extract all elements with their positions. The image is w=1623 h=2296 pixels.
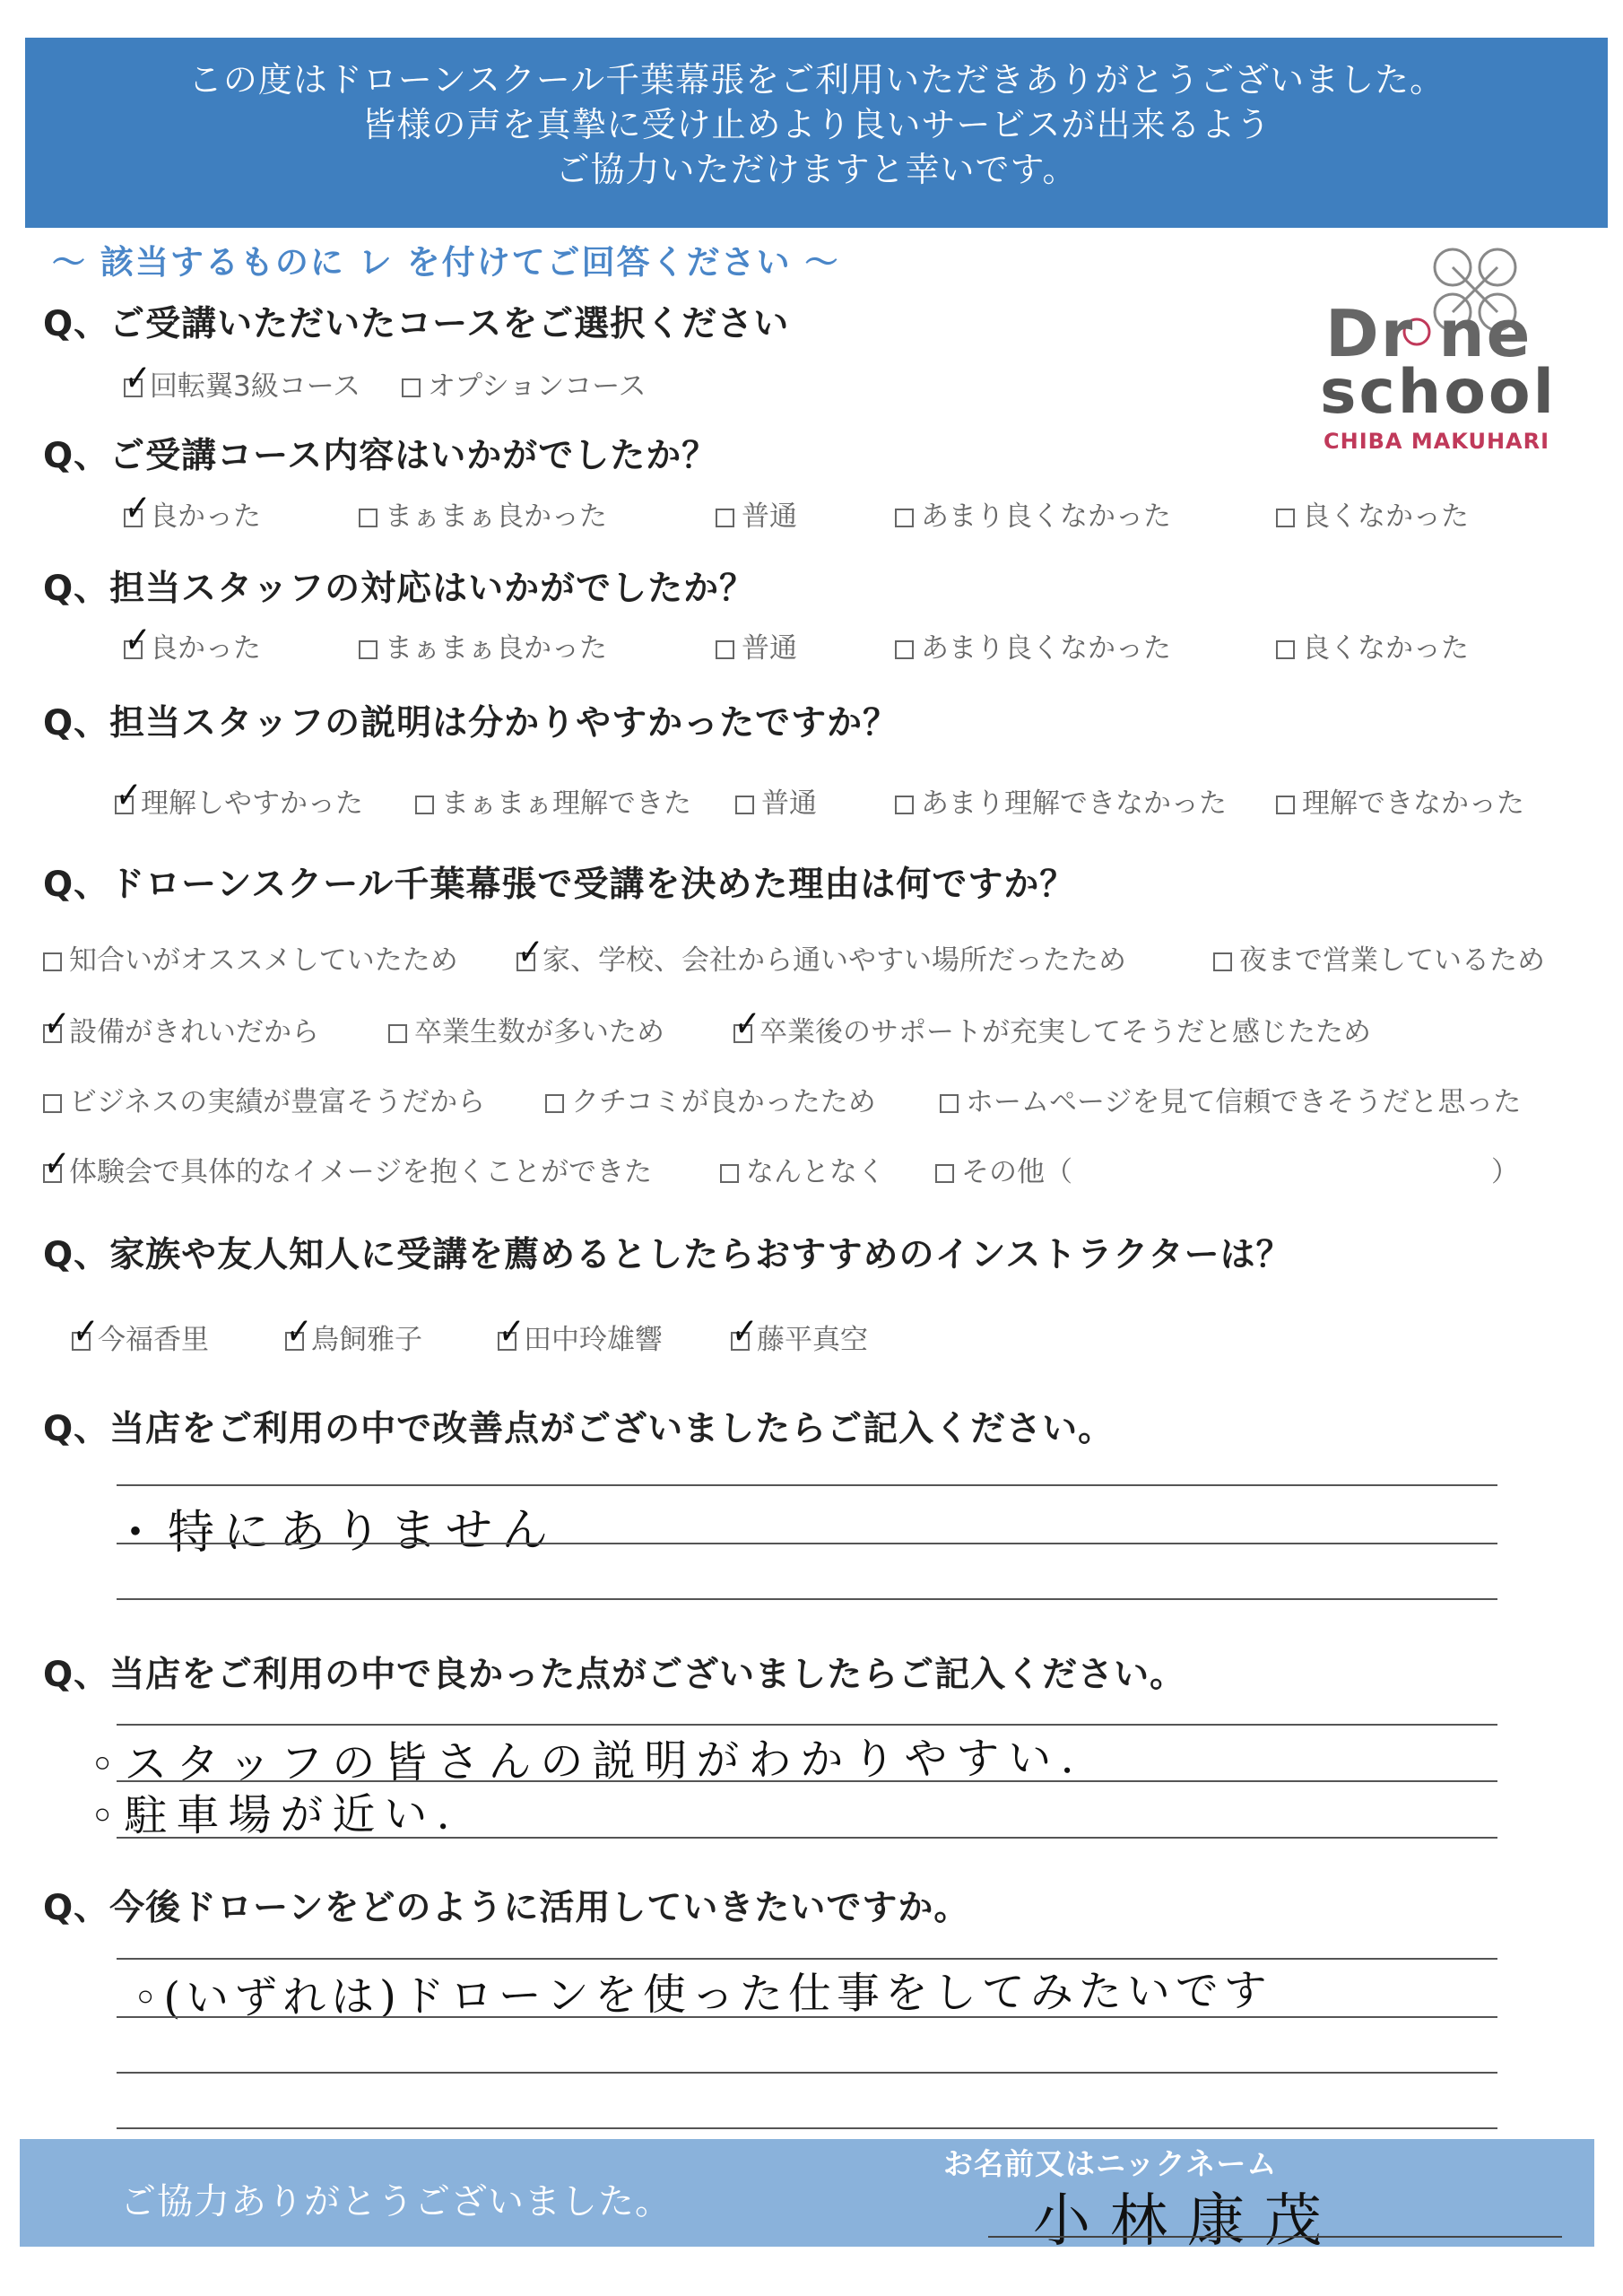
question-7: Q、当店をご利用の中で改善点がございましたらご記入ください。 bbox=[43, 1409, 1115, 1449]
checkbox[interactable] bbox=[1276, 796, 1295, 814]
q5-option[interactable]: 夜まで営業しているため bbox=[1213, 937, 1545, 978]
check-mark-icon: ✓ bbox=[42, 1136, 72, 1190]
answer-line bbox=[117, 1837, 1497, 1839]
answer-line bbox=[117, 2072, 1497, 2074]
q4-option[interactable]: 普通 bbox=[735, 780, 817, 821]
question-5: Q、ドローンスクール千葉幕張で受講を決めた理由は何ですか？ bbox=[43, 865, 1076, 905]
q5-other-close: ） bbox=[1491, 1156, 1519, 1188]
answer-line bbox=[117, 2016, 1497, 2018]
q9-answer[interactable]: ◦(いずれは)ドローンを使った仕事をしてみたいです bbox=[132, 1965, 1273, 2024]
checkbox[interactable] bbox=[940, 1094, 959, 1113]
header-line-2: 皆様の声を真摯に受け止めより良いサービスが出来るよう bbox=[361, 105, 1271, 144]
answer-line bbox=[117, 1543, 1497, 1544]
header-banner bbox=[25, 38, 1608, 228]
q5-option[interactable]: なんとなく bbox=[720, 1149, 885, 1189]
q5-option[interactable]: ✓ 体験会で具体的なイメージを抱くことができた bbox=[42, 1136, 653, 1190]
check-mark-icon: ✓ bbox=[71, 1304, 100, 1358]
checkbox[interactable] bbox=[71, 1304, 100, 1358]
checkbox[interactable] bbox=[935, 1164, 954, 1183]
answer-line bbox=[117, 1484, 1497, 1486]
check-mark-icon: ✓ bbox=[123, 351, 152, 404]
instruction-text: ～ 該当するものに レ を付けてご回答ください ～ bbox=[52, 243, 840, 282]
checkbox[interactable] bbox=[497, 1304, 526, 1358]
checkbox[interactable] bbox=[402, 378, 421, 397]
checkbox[interactable] bbox=[359, 509, 378, 527]
checkbox[interactable] bbox=[716, 509, 734, 527]
check-mark-icon: ✓ bbox=[42, 996, 72, 1050]
q5-option[interactable]: ホームページを見て信頼できそうだと思った bbox=[940, 1079, 1521, 1119]
q6-option[interactable]: ✓ 鳥飼雅子 bbox=[284, 1304, 422, 1358]
q1-option[interactable]: ✓ 回転翼3級コース bbox=[123, 351, 361, 404]
checkbox[interactable] bbox=[43, 1094, 62, 1113]
q5-option[interactable]: ✓ 卒業後のサポートが充実してそうだと感じたため bbox=[733, 996, 1371, 1050]
q2-option[interactable]: 普通 bbox=[716, 493, 797, 534]
question-9: Q、今後ドローンをどのように活用していきたいですか。 bbox=[43, 1888, 970, 1928]
q2-option[interactable]: あまり良くなかった bbox=[895, 493, 1171, 534]
q5-option-other[interactable]: その他（ bbox=[935, 1149, 1072, 1189]
logo-word-school: school bbox=[1320, 357, 1557, 428]
q4-option[interactable]: 理解できなかった bbox=[1276, 780, 1524, 821]
q5-option[interactable]: クチコミが良かったため bbox=[545, 1079, 876, 1119]
checkbox[interactable] bbox=[1213, 952, 1232, 971]
footer-banner bbox=[20, 2139, 1594, 2255]
name-field[interactable]: 小林康茂 bbox=[1033, 2188, 1341, 2255]
checkbox[interactable] bbox=[359, 640, 378, 659]
question-3: Q、担当スタッフの対応はいかがでしたか？ bbox=[43, 569, 756, 609]
q7-answer[interactable]: ・特にありません bbox=[111, 1503, 558, 1561]
check-mark-icon: ✓ bbox=[516, 925, 545, 978]
checkbox[interactable] bbox=[123, 613, 152, 666]
name-line bbox=[988, 2236, 1562, 2238]
q4-option[interactable]: あまり理解できなかった bbox=[895, 780, 1227, 821]
q5-option[interactable]: ✓ 家、学校、会社から通いやすい場所だったため bbox=[516, 925, 1126, 978]
footer-thanks: ご協力ありがとうございました。 bbox=[120, 2181, 672, 2222]
checkbox[interactable] bbox=[895, 796, 914, 814]
q3-option[interactable]: まぁまぁ良かった bbox=[359, 625, 607, 665]
q2-option[interactable]: まぁまぁ良かった bbox=[359, 493, 607, 534]
q5-option[interactable]: 卒業生数が多いため bbox=[388, 1009, 664, 1049]
check-mark-icon: ✓ bbox=[123, 481, 152, 535]
q1-option[interactable]: オプションコース bbox=[402, 363, 647, 404]
question-6: Q、家族や友人知人に受講を薦めるとしたらおすすめのインストラクターは？ bbox=[43, 1235, 1292, 1275]
checkbox[interactable] bbox=[895, 509, 914, 527]
checkbox[interactable] bbox=[42, 1136, 72, 1190]
q3-option[interactable]: ✓ 良かった bbox=[123, 613, 261, 666]
checkbox[interactable] bbox=[516, 925, 545, 978]
q3-option[interactable]: 普通 bbox=[716, 625, 797, 665]
checkbox[interactable] bbox=[114, 768, 143, 822]
checkbox[interactable] bbox=[388, 1024, 407, 1043]
q8-answer-1[interactable]: ◦スタッフの皆さんの説明がわかりやすい. bbox=[89, 1733, 1083, 1790]
checkbox[interactable] bbox=[716, 640, 734, 659]
checkbox[interactable] bbox=[42, 996, 72, 1050]
checkbox[interactable] bbox=[545, 1094, 564, 1113]
answer-line bbox=[117, 2127, 1497, 2129]
q4-option[interactable]: まぁまぁ理解できた bbox=[415, 780, 691, 821]
check-mark-icon: ✓ bbox=[497, 1304, 526, 1358]
checkbox[interactable] bbox=[123, 481, 152, 535]
checkbox[interactable] bbox=[733, 996, 762, 1050]
drone-school-logo bbox=[1318, 242, 1560, 462]
checkbox[interactable] bbox=[720, 1164, 739, 1183]
q2-option[interactable]: ✓ 良かった bbox=[123, 481, 261, 535]
checkbox[interactable] bbox=[1276, 509, 1295, 527]
check-mark-icon: ✓ bbox=[114, 768, 143, 822]
q5-option[interactable]: ✓ 設備がきれいだから bbox=[42, 996, 319, 1050]
checkbox[interactable] bbox=[284, 1304, 314, 1358]
checkbox[interactable] bbox=[735, 796, 754, 814]
q5-option[interactable]: 知合いがオススメしていたため bbox=[43, 937, 458, 978]
checkbox[interactable] bbox=[123, 351, 152, 404]
q8-answer-2[interactable]: ◦駐車場が近い. bbox=[89, 1788, 459, 1842]
q6-option[interactable]: ✓ 今福香里 bbox=[71, 1304, 209, 1358]
check-mark-icon: ✓ bbox=[730, 1304, 759, 1358]
question-1: Q、ご受講いただいたコースをご選択ください bbox=[43, 304, 790, 344]
q4-option[interactable]: ✓ 理解しやすかった bbox=[114, 768, 363, 822]
header-line-1: この度はドローンスクール千葉幕張をご利用いただきありがとうございました。 bbox=[187, 60, 1445, 100]
logo-subtitle: CHIBA MAKUHARI bbox=[1324, 429, 1550, 454]
check-mark-icon: ✓ bbox=[123, 613, 152, 666]
answer-line bbox=[117, 1598, 1497, 1600]
header-line-3: ご協力いただけますと幸いです。 bbox=[555, 150, 1078, 189]
q6-option[interactable]: ✓ 田中玲雄響 bbox=[497, 1304, 663, 1358]
checkbox[interactable] bbox=[1276, 640, 1295, 659]
question-8: Q、当店をご利用の中で良かった点がございましたらご記入ください。 bbox=[43, 1655, 1186, 1695]
question-4: Q、担当スタッフの説明は分かりやすかったですか？ bbox=[43, 703, 899, 744]
q6-option[interactable]: ✓ 藤平真空 bbox=[730, 1304, 868, 1358]
q5-option[interactable]: ビジネスの実績が豊富そうだから bbox=[43, 1079, 485, 1119]
q3-option[interactable]: あまり良くなかった bbox=[895, 625, 1171, 665]
q2-option[interactable]: 良くなかった bbox=[1276, 493, 1469, 534]
checkbox[interactable] bbox=[43, 952, 62, 971]
name-label: お名前又はニックネーム bbox=[943, 2146, 1278, 2181]
checkbox[interactable] bbox=[895, 640, 914, 659]
checkbox[interactable] bbox=[415, 796, 434, 814]
question-2: Q、ご受講コース内容はいかがでしたか？ bbox=[43, 436, 718, 476]
logo-word-drone: Dr ne bbox=[1325, 296, 1532, 371]
check-mark-icon: ✓ bbox=[284, 1304, 314, 1358]
q3-option[interactable]: 良くなかった bbox=[1276, 625, 1469, 665]
check-mark-icon: ✓ bbox=[733, 996, 762, 1050]
checkbox[interactable] bbox=[730, 1304, 759, 1358]
